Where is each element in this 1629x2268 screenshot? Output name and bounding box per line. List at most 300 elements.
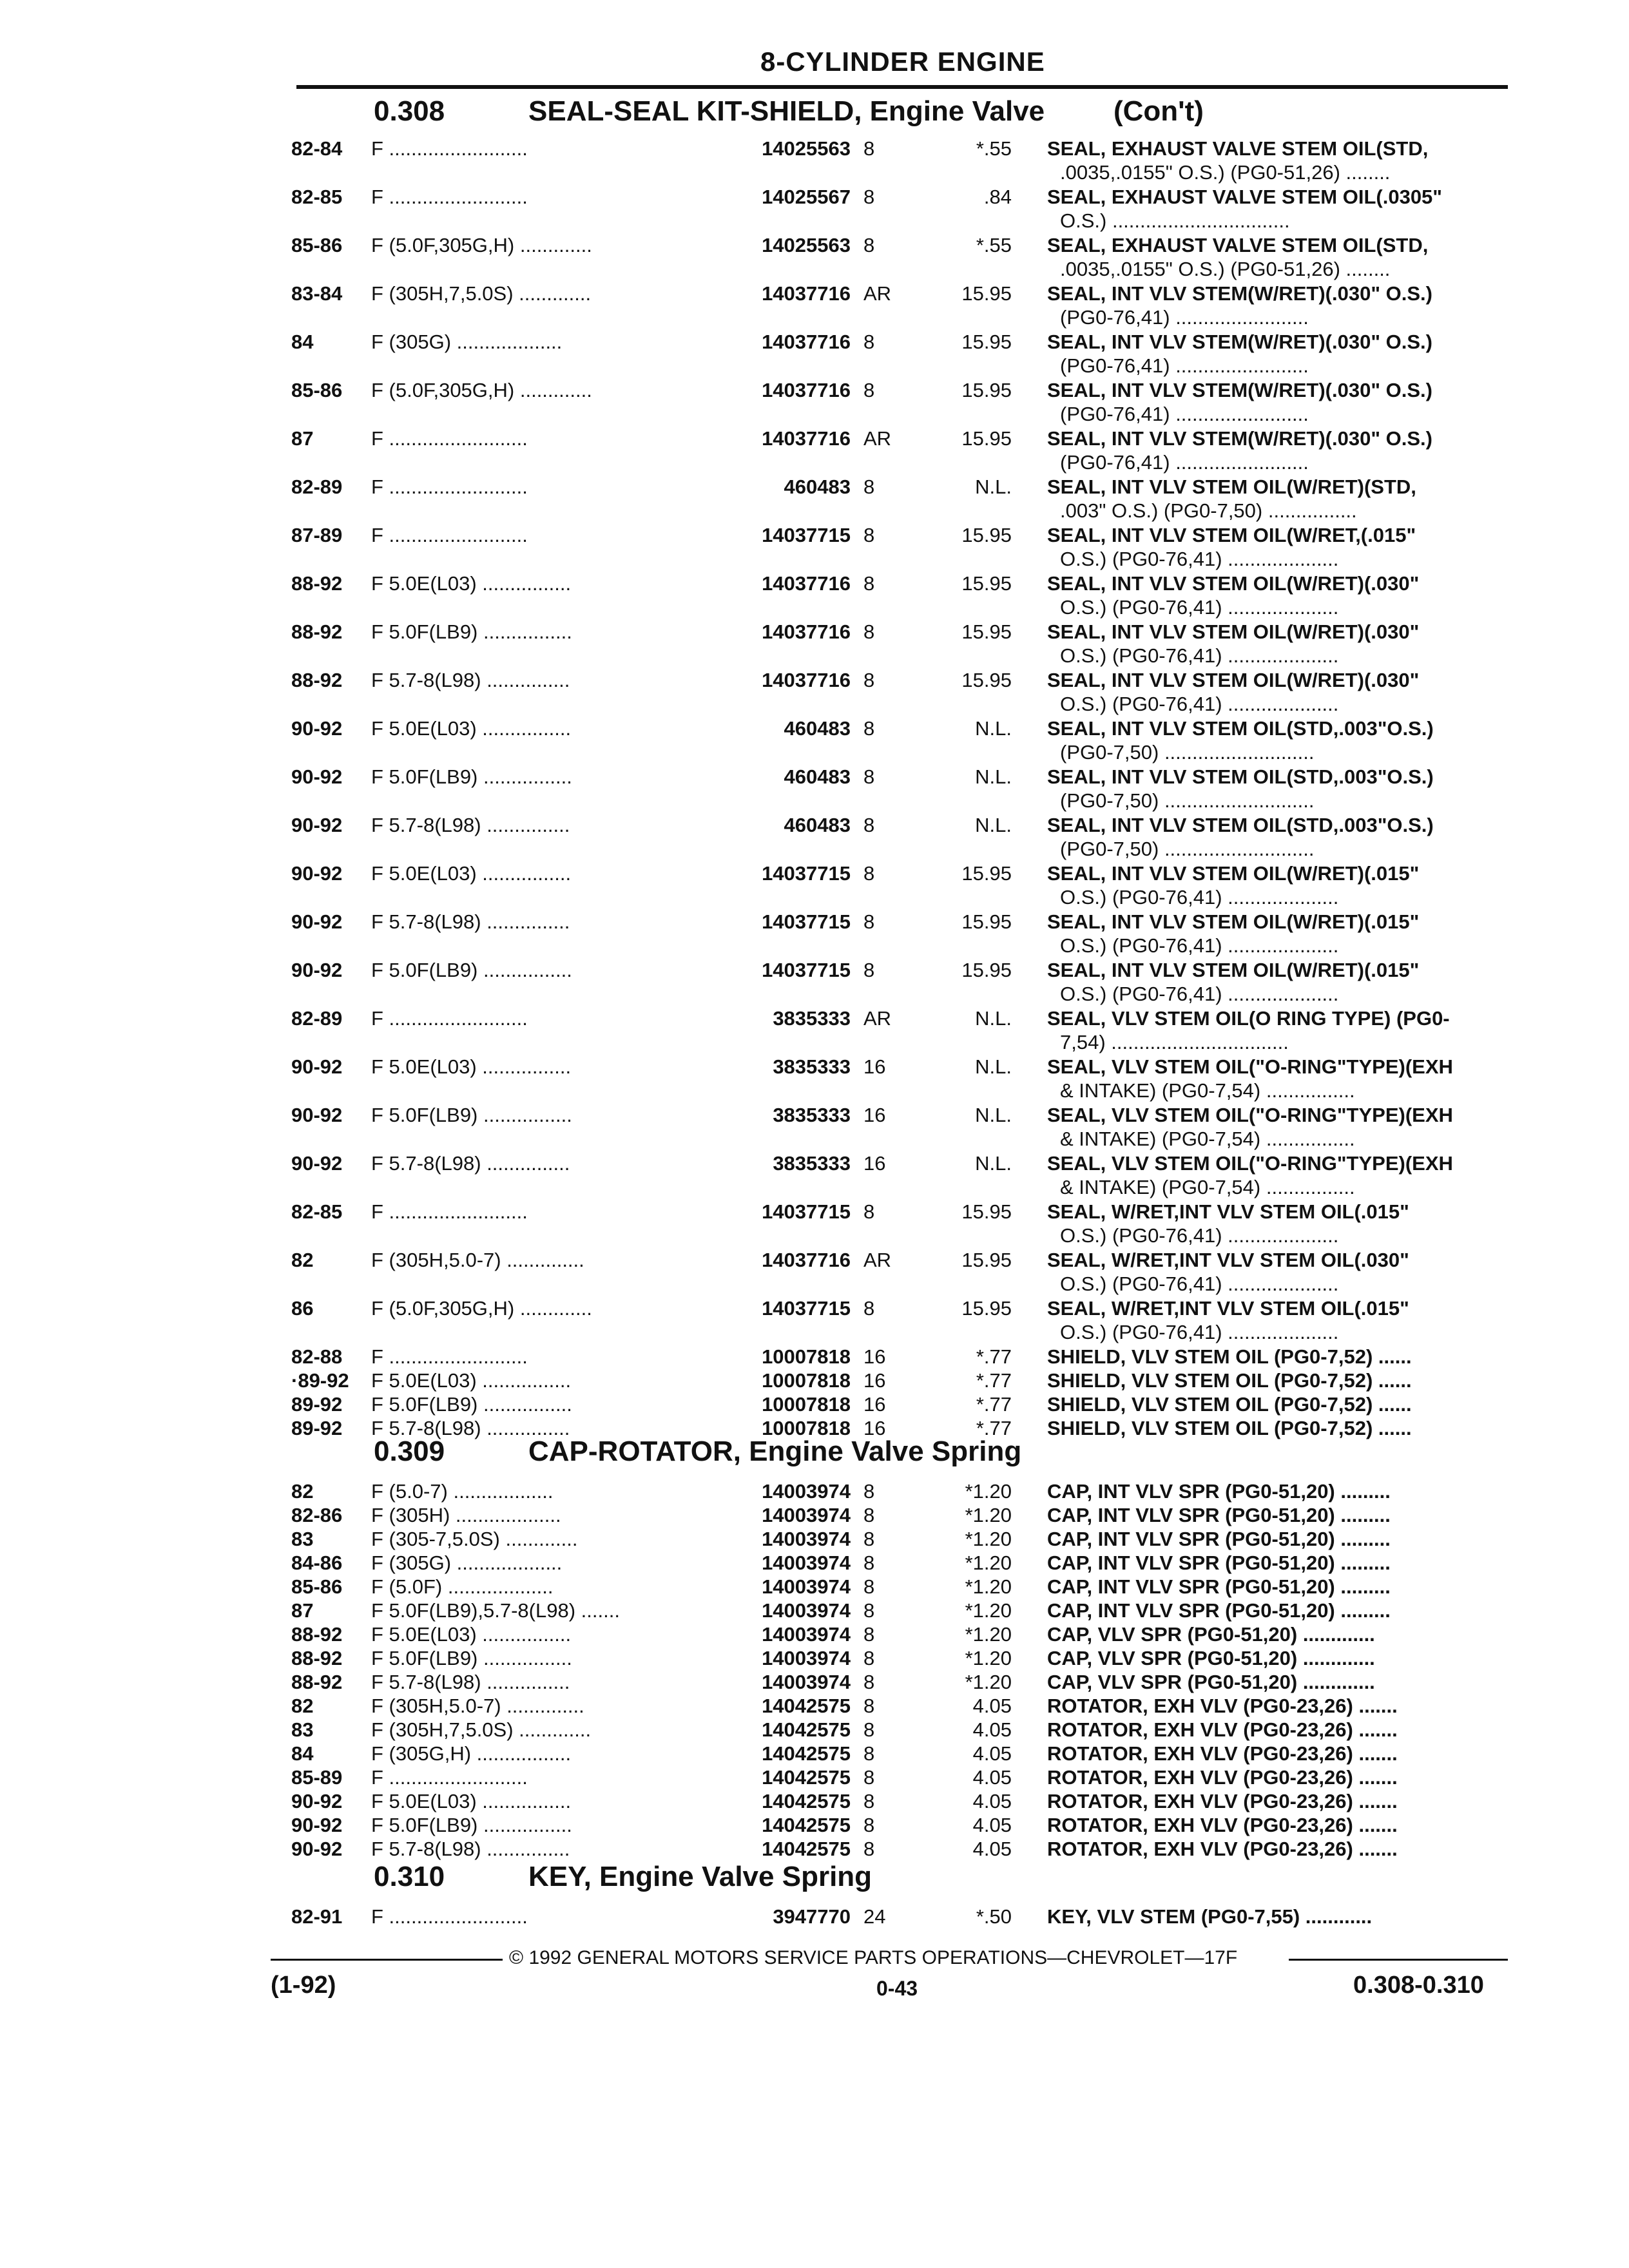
price: N.L.: [975, 1104, 1012, 1126]
quantity: 8: [863, 476, 875, 498]
application-code: F 5.7-8(L98) ...............: [371, 814, 570, 836]
description: SEAL, INT VLV STEM OIL(W/RET)(.030": [1047, 572, 1420, 595]
quantity: 8: [863, 1504, 875, 1526]
part-number: 460483: [784, 717, 851, 740]
footer-date: (1-92): [271, 1972, 336, 1999]
model-years: 89-92: [291, 1417, 343, 1439]
description: ROTATOR, EXH VLV (PG0-23,26) .......: [1047, 1742, 1398, 1765]
quantity: 8: [863, 910, 875, 933]
price: 15.95: [961, 1297, 1012, 1320]
description-continued: O.S.) (PG0-76,41) ....................: [1060, 886, 1339, 908]
part-number: 14003974: [762, 1575, 851, 1598]
description-continued: .003" O.S.) (PG0-7,50) ................: [1060, 499, 1357, 522]
model-years: 90-92: [291, 862, 343, 885]
description: CAP, INT VLV SPR (PG0-51,20) .........: [1047, 1599, 1391, 1622]
quantity: AR: [863, 282, 892, 305]
part-number: 14042575: [762, 1838, 851, 1860]
quantity: 8: [863, 1766, 875, 1789]
part-number: 14037716: [762, 331, 851, 353]
quantity: 8: [863, 1528, 875, 1550]
model-years: 90-92: [291, 1790, 343, 1812]
quantity: 24: [863, 1905, 886, 1928]
description: CAP, INT VLV SPR (PG0-51,20) .........: [1047, 1504, 1391, 1526]
quantity: 8: [863, 717, 875, 740]
application-code: F 5.0E(L03) ................: [371, 1790, 572, 1812]
price: 15.95: [961, 959, 1012, 981]
model-years: 86: [291, 1297, 314, 1320]
quantity: 8: [863, 1200, 875, 1223]
price: *1.20: [965, 1504, 1012, 1526]
application-code: F 5.0F(LB9) ................: [371, 1393, 572, 1416]
footer-rule-right: [1289, 1959, 1508, 1961]
description: SEAL, W/RET,INT VLV STEM OIL(.030": [1047, 1249, 1409, 1271]
part-number: 14037715: [762, 524, 851, 546]
model-years: 88-92: [291, 1623, 343, 1646]
price: *1.20: [965, 1552, 1012, 1574]
part-number: 14003974: [762, 1623, 851, 1646]
part-number: 14037715: [762, 862, 851, 885]
part-number: 460483: [784, 814, 851, 836]
model-years: 90-92: [291, 910, 343, 933]
price: N.L.: [975, 476, 1012, 498]
model-years: 90-92: [291, 1055, 343, 1078]
description: SEAL, INT VLV STEM(W/RET)(.030" O.S.): [1047, 282, 1432, 305]
price: *.77: [976, 1345, 1012, 1368]
application-code: F 5.0E(L03) ................: [371, 862, 572, 885]
description-continued: O.S.) (PG0-76,41) ....................: [1060, 596, 1339, 619]
application-code: F (305H) ...................: [371, 1504, 561, 1526]
description: SEAL, EXHAUST VALVE STEM OIL(STD,: [1047, 137, 1429, 160]
price: *1.20: [965, 1647, 1012, 1669]
application-code: F (305H,7,5.0S) .............: [371, 1718, 592, 1741]
description: SEAL, VLV STEM OIL("O-RING"TYPE)(EXH: [1047, 1152, 1453, 1175]
model-years: 84: [291, 1742, 314, 1765]
description: ROTATOR, EXH VLV (PG0-23,26) .......: [1047, 1838, 1398, 1860]
quantity: 8: [863, 959, 875, 981]
price: 15.95: [961, 910, 1012, 933]
description-continued: .0035,.0155" O.S.) (PG0-51,26) ........: [1060, 258, 1391, 280]
price: *.55: [976, 137, 1012, 160]
description: SEAL, W/RET,INT VLV STEM OIL(.015": [1047, 1297, 1409, 1320]
price: 15.95: [961, 379, 1012, 401]
quantity: 8: [863, 1552, 875, 1574]
section-heading-0309: [296, 1436, 1508, 1472]
application-code: F 5.0F(LB9) ................: [371, 1814, 572, 1836]
description: SEAL, INT VLV STEM OIL(W/RET)(STD,: [1047, 476, 1416, 498]
section-heading-0308: [296, 95, 1508, 131]
model-years: 88-92: [291, 1671, 343, 1693]
part-number: 14025563: [762, 137, 851, 160]
quantity: 8: [863, 1671, 875, 1693]
description-continued: (PG0-76,41) ........................: [1060, 451, 1309, 474]
price: *.50: [976, 1905, 1012, 1928]
description: SEAL, EXHAUST VALVE STEM OIL(STD,: [1047, 234, 1429, 256]
quantity: 8: [863, 1647, 875, 1669]
application-code: F (305G) ...................: [371, 331, 563, 353]
model-years: 82-85: [291, 186, 343, 208]
price: *1.20: [965, 1623, 1012, 1646]
application-code: F (305H,7,5.0S) .............: [371, 282, 592, 305]
model-years: 88-92: [291, 572, 343, 595]
quantity: 8: [863, 1599, 875, 1622]
model-years: 85-86: [291, 379, 343, 401]
model-years: 90-92: [291, 1104, 343, 1126]
quantity: 16: [863, 1152, 886, 1175]
model-years: 83-84: [291, 282, 343, 305]
price: 4.05: [972, 1742, 1012, 1765]
part-number: 14025563: [762, 234, 851, 256]
section-title: KEY, Engine Valve Spring: [528, 1861, 872, 1892]
application-code: F (305G,H) .................: [371, 1742, 572, 1765]
model-years: 82-91: [291, 1905, 343, 1928]
price: *.77: [976, 1417, 1012, 1439]
application-code: F .........................: [371, 137, 528, 160]
price: 4.05: [972, 1838, 1012, 1860]
application-code: F 5.0F(LB9) ................: [371, 1647, 572, 1669]
model-years: 82-84: [291, 137, 343, 160]
quantity: 16: [863, 1393, 886, 1416]
model-years: 85-86: [291, 1575, 343, 1598]
description: SEAL, INT VLV STEM(W/RET)(.030" O.S.): [1047, 331, 1432, 353]
quantity: 8: [863, 1297, 875, 1320]
part-number: 14037716: [762, 282, 851, 305]
description: SEAL, INT VLV STEM OIL(W/RET,(.015": [1047, 524, 1416, 546]
part-number: 14037716: [762, 669, 851, 691]
price: 4.05: [972, 1695, 1012, 1717]
price: 4.05: [972, 1718, 1012, 1741]
model-years: 87: [291, 1599, 314, 1622]
model-years: 83: [291, 1718, 314, 1741]
application-code: F 5.0F(LB9) ................: [371, 620, 572, 643]
price: 15.95: [961, 862, 1012, 885]
part-number: 3835333: [773, 1104, 851, 1126]
description-continued: (PG0-76,41) ........................: [1060, 306, 1309, 329]
model-years: 82: [291, 1480, 314, 1503]
application-code: F (305H,5.0-7) ..............: [371, 1695, 584, 1717]
model-years: 84-86: [291, 1552, 343, 1574]
price: N.L.: [975, 1007, 1012, 1030]
description-continued: O.S.) (PG0-76,41) ....................: [1060, 644, 1339, 667]
part-number: 14042575: [762, 1695, 851, 1717]
model-years: 90-92: [291, 717, 343, 740]
model-years: 90-92: [291, 814, 343, 836]
part-number: 14037716: [762, 1249, 851, 1271]
application-code: F 5.0F(LB9) ................: [371, 765, 572, 788]
description: CAP, VLV SPR (PG0-51,20) .............: [1047, 1671, 1375, 1693]
description-continued: O.S.) (PG0-76,41) ....................: [1060, 1321, 1339, 1343]
model-years: 82-88: [291, 1345, 343, 1368]
page-header: [296, 45, 1508, 89]
application-code: F (5.0F) ...................: [371, 1575, 554, 1598]
description: ROTATOR, EXH VLV (PG0-23,26) .......: [1047, 1814, 1398, 1836]
application-code: F .........................: [371, 1905, 528, 1928]
description: SEAL, INT VLV STEM(W/RET)(.030" O.S.): [1047, 379, 1432, 401]
part-number: 14003974: [762, 1528, 851, 1550]
section-number: 0.309: [374, 1436, 445, 1467]
quantity: 8: [863, 572, 875, 595]
description-continued: (PG0-76,41) ........................: [1060, 354, 1309, 377]
part-number: 460483: [784, 476, 851, 498]
application-code: F 5.0E(L03) ................: [371, 1369, 572, 1392]
section-continued: (Con't): [1113, 95, 1204, 127]
description-continued: (PG0-76,41) ........................: [1060, 403, 1309, 425]
section-number: 0.308: [374, 95, 445, 127]
quantity: 8: [863, 379, 875, 401]
part-number: 14037716: [762, 379, 851, 401]
model-years: 82-85: [291, 1200, 343, 1223]
description: ROTATOR, EXH VLV (PG0-23,26) .......: [1047, 1695, 1398, 1717]
price: .84: [983, 186, 1012, 208]
price: 15.95: [961, 282, 1012, 305]
description: SEAL, VLV STEM OIL(O RING TYPE) (PG0-: [1047, 1007, 1450, 1030]
quantity: 16: [863, 1345, 886, 1368]
description: SEAL, INT VLV STEM OIL(W/RET)(.030": [1047, 620, 1420, 643]
application-code: F 5.7-8(L98) ...............: [371, 669, 570, 691]
model-years: 90-92: [291, 1152, 343, 1175]
description-continued: (PG0-7,50) ...........................: [1060, 838, 1315, 860]
price: *1.20: [965, 1575, 1012, 1598]
application-code: F (305H,5.0-7) ..............: [371, 1249, 584, 1271]
part-number: 3947770: [773, 1905, 851, 1928]
application-code: F (305G) ...................: [371, 1552, 563, 1574]
quantity: 8: [863, 1838, 875, 1860]
application-code: F 5.7-8(L98) ...............: [371, 1417, 570, 1439]
model-years: 90-92: [291, 765, 343, 788]
price: N.L.: [975, 717, 1012, 740]
application-code: F 5.0E(L03) ................: [371, 1623, 572, 1646]
price: *.77: [976, 1393, 1012, 1416]
part-number: 14037716: [762, 427, 851, 450]
price: 4.05: [972, 1814, 1012, 1836]
footer-page-number: 0-43: [876, 1977, 918, 2000]
model-years: 82-86: [291, 1504, 343, 1526]
model-years: 82: [291, 1249, 314, 1271]
description: SEAL, W/RET,INT VLV STEM OIL(.015": [1047, 1200, 1409, 1223]
price: *.55: [976, 234, 1012, 256]
quantity: AR: [863, 427, 892, 450]
description: SHIELD, VLV STEM OIL (PG0-7,52) ......: [1047, 1345, 1412, 1368]
part-number: 14037715: [762, 959, 851, 981]
description-continued: O.S.) (PG0-76,41) ....................: [1060, 1224, 1339, 1247]
description: SEAL, INT VLV STEM OIL(W/RET)(.015": [1047, 862, 1420, 885]
part-number: 14042575: [762, 1742, 851, 1765]
description: SEAL, INT VLV STEM OIL(STD,.003"O.S.): [1047, 765, 1434, 788]
footer-copyright: © 1992 GENERAL MOTORS SERVICE PARTS OPERATIONS—CHEVROLET—17F: [509, 1947, 1238, 1968]
application-code: F .........................: [371, 524, 528, 546]
part-number: 3835333: [773, 1152, 851, 1175]
price: 4.05: [972, 1790, 1012, 1812]
price: 15.95: [961, 620, 1012, 643]
price: *.77: [976, 1369, 1012, 1392]
model-years: 88-92: [291, 620, 343, 643]
part-number: 14037716: [762, 572, 851, 595]
description: ROTATOR, EXH VLV (PG0-23,26) .......: [1047, 1790, 1398, 1812]
description: SEAL, VLV STEM OIL("O-RING"TYPE)(EXH: [1047, 1104, 1453, 1126]
description: SEAL, INT VLV STEM OIL(STD,.003"O.S.): [1047, 814, 1434, 836]
application-code: F 5.7-8(L98) ...............: [371, 910, 570, 933]
description: SHIELD, VLV STEM OIL (PG0-7,52) ......: [1047, 1393, 1412, 1416]
description: SEAL, INT VLV STEM OIL(W/RET)(.015": [1047, 910, 1420, 933]
quantity: AR: [863, 1249, 892, 1271]
part-number: 460483: [784, 765, 851, 788]
price: *1.20: [965, 1671, 1012, 1693]
quantity: 8: [863, 1480, 875, 1503]
description-continued: O.S.) (PG0-76,41) ....................: [1060, 934, 1339, 957]
model-years: 89-92: [291, 1393, 343, 1416]
description: KEY, VLV STEM (PG0-7,55) ............: [1047, 1905, 1373, 1928]
description: SHIELD, VLV STEM OIL (PG0-7,52) ......: [1047, 1417, 1412, 1439]
description: SEAL, INT VLV STEM OIL(STD,.003"O.S.): [1047, 717, 1434, 740]
description-continued: & INTAKE) (PG0-7,54) ................: [1060, 1128, 1355, 1150]
description-continued: & INTAKE) (PG0-7,54) ................: [1060, 1176, 1355, 1198]
quantity: 16: [863, 1104, 886, 1126]
quantity: 8: [863, 137, 875, 160]
description-continued: (PG0-7,50) ...........................: [1060, 789, 1315, 812]
description-continued: 7,54) ................................: [1060, 1031, 1289, 1053]
description-continued: & INTAKE) (PG0-7,54) ................: [1060, 1079, 1355, 1102]
part-number: 14037716: [762, 620, 851, 643]
quantity: 8: [863, 234, 875, 256]
application-code: F .........................: [371, 1007, 528, 1030]
price: N.L.: [975, 1055, 1012, 1078]
part-number: 10007818: [762, 1369, 851, 1392]
quantity: 8: [863, 814, 875, 836]
section-heading-0310: [296, 1861, 1508, 1897]
quantity: 8: [863, 1695, 875, 1717]
model-years: 88-92: [291, 669, 343, 691]
part-number: 14003974: [762, 1599, 851, 1622]
price: *1.20: [965, 1480, 1012, 1503]
quantity: 8: [863, 1742, 875, 1765]
price: *1.20: [965, 1599, 1012, 1622]
application-code: F .........................: [371, 186, 528, 208]
part-number: 10007818: [762, 1345, 851, 1368]
application-code: F (5.0F,305G,H) .............: [371, 379, 592, 401]
part-number: 10007818: [762, 1417, 851, 1439]
part-number: 14037715: [762, 1297, 851, 1320]
description-continued: .0035,.0155" O.S.) (PG0-51,26) ........: [1060, 161, 1391, 184]
quantity: 16: [863, 1417, 886, 1439]
description: CAP, INT VLV SPR (PG0-51,20) .........: [1047, 1480, 1391, 1503]
part-number: 14037715: [762, 910, 851, 933]
price: *1.20: [965, 1528, 1012, 1550]
application-code: F 5.0F(LB9),5.7-8(L98) .......: [371, 1599, 620, 1622]
part-number: 14003974: [762, 1480, 851, 1503]
quantity: 8: [863, 1718, 875, 1741]
application-code: F .........................: [371, 427, 528, 450]
part-number: 14003974: [762, 1647, 851, 1669]
quantity: 16: [863, 1369, 886, 1392]
part-number: 14042575: [762, 1814, 851, 1836]
price: 15.95: [961, 572, 1012, 595]
description: SEAL, INT VLV STEM OIL(W/RET)(.030": [1047, 669, 1420, 691]
part-number: 14025567: [762, 186, 851, 208]
application-code: F (5.0F,305G,H) .............: [371, 234, 592, 256]
quantity: 8: [863, 862, 875, 885]
application-code: F (5.0-7) ..................: [371, 1480, 554, 1503]
quantity: 8: [863, 1575, 875, 1598]
quantity: 8: [863, 186, 875, 208]
quantity: 8: [863, 331, 875, 353]
model-years: 90-92: [291, 1814, 343, 1836]
model-years: 82-89: [291, 476, 343, 498]
part-number: 14037715: [762, 1200, 851, 1223]
part-number: 3835333: [773, 1007, 851, 1030]
quantity: 8: [863, 1623, 875, 1646]
price: 4.05: [972, 1766, 1012, 1789]
description: ROTATOR, EXH VLV (PG0-23,26) .......: [1047, 1766, 1398, 1789]
price: 15.95: [961, 427, 1012, 450]
quantity: 8: [863, 620, 875, 643]
application-code: F (305-7,5.0S) .............: [371, 1528, 578, 1550]
section-title: CAP-ROTATOR, Engine Valve Spring: [528, 1436, 1022, 1467]
part-number: 14003974: [762, 1504, 851, 1526]
price: 15.95: [961, 669, 1012, 691]
model-years: 90-92: [291, 1838, 343, 1860]
model-years: 87: [291, 427, 314, 450]
description-continued: O.S.) (PG0-76,41) ....................: [1060, 693, 1339, 715]
application-code: F 5.0F(LB9) ................: [371, 959, 572, 981]
price: 15.95: [961, 524, 1012, 546]
price: 15.95: [961, 1249, 1012, 1271]
price: N.L.: [975, 765, 1012, 788]
price: 15.95: [961, 331, 1012, 353]
description: SEAL, EXHAUST VALVE STEM OIL(.0305": [1047, 186, 1442, 208]
description: SEAL, INT VLV STEM(W/RET)(.030" O.S.): [1047, 427, 1432, 450]
description: SEAL, INT VLV STEM OIL(W/RET)(.015": [1047, 959, 1420, 981]
application-code: F .........................: [371, 1766, 528, 1789]
description: SEAL, VLV STEM OIL("O-RING"TYPE)(EXH: [1047, 1055, 1453, 1078]
description: CAP, VLV SPR (PG0-51,20) .............: [1047, 1623, 1375, 1646]
part-number: 14042575: [762, 1718, 851, 1741]
part-number: 14003974: [762, 1552, 851, 1574]
model-years: 82-89: [291, 1007, 343, 1030]
price: N.L.: [975, 1152, 1012, 1175]
price: N.L.: [975, 814, 1012, 836]
description: ROTATOR, EXH VLV (PG0-23,26) .......: [1047, 1718, 1398, 1741]
section-title: SEAL-SEAL KIT-SHIELD, Engine Valve: [528, 95, 1045, 127]
price: 15.95: [961, 1200, 1012, 1223]
quantity: 8: [863, 524, 875, 546]
page-title: 8-CYLINDER ENGINE: [760, 46, 1045, 77]
quantity: 16: [863, 1055, 886, 1078]
model-years: 83: [291, 1528, 314, 1550]
description-continued: O.S.) (PG0-76,41) ....................: [1060, 983, 1339, 1005]
application-code: F .........................: [371, 1200, 528, 1223]
quantity: AR: [863, 1007, 892, 1030]
application-code: F .........................: [371, 476, 528, 498]
application-code: F 5.0E(L03) ................: [371, 717, 572, 740]
application-code: F 5.7-8(L98) ...............: [371, 1838, 570, 1860]
model-years: ·89-92: [291, 1369, 349, 1392]
description: CAP, VLV SPR (PG0-51,20) .............: [1047, 1647, 1375, 1669]
part-number: 14042575: [762, 1766, 851, 1789]
quantity: 8: [863, 765, 875, 788]
footer-section-range: 0.308-0.310: [1353, 1972, 1484, 1999]
description: CAP, INT VLV SPR (PG0-51,20) .........: [1047, 1552, 1391, 1574]
application-code: F 5.0F(LB9) ................: [371, 1104, 572, 1126]
part-number: 14042575: [762, 1790, 851, 1812]
quantity: 8: [863, 669, 875, 691]
application-code: F 5.0E(L03) ................: [371, 1055, 572, 1078]
part-number: 3835333: [773, 1055, 851, 1078]
application-code: F 5.7-8(L98) ...............: [371, 1671, 570, 1693]
description: CAP, INT VLV SPR (PG0-51,20) .........: [1047, 1575, 1391, 1598]
section-number: 0.310: [374, 1861, 445, 1892]
description: CAP, INT VLV SPR (PG0-51,20) .........: [1047, 1528, 1391, 1550]
model-years: 84: [291, 331, 314, 353]
model-years: 85-86: [291, 234, 343, 256]
